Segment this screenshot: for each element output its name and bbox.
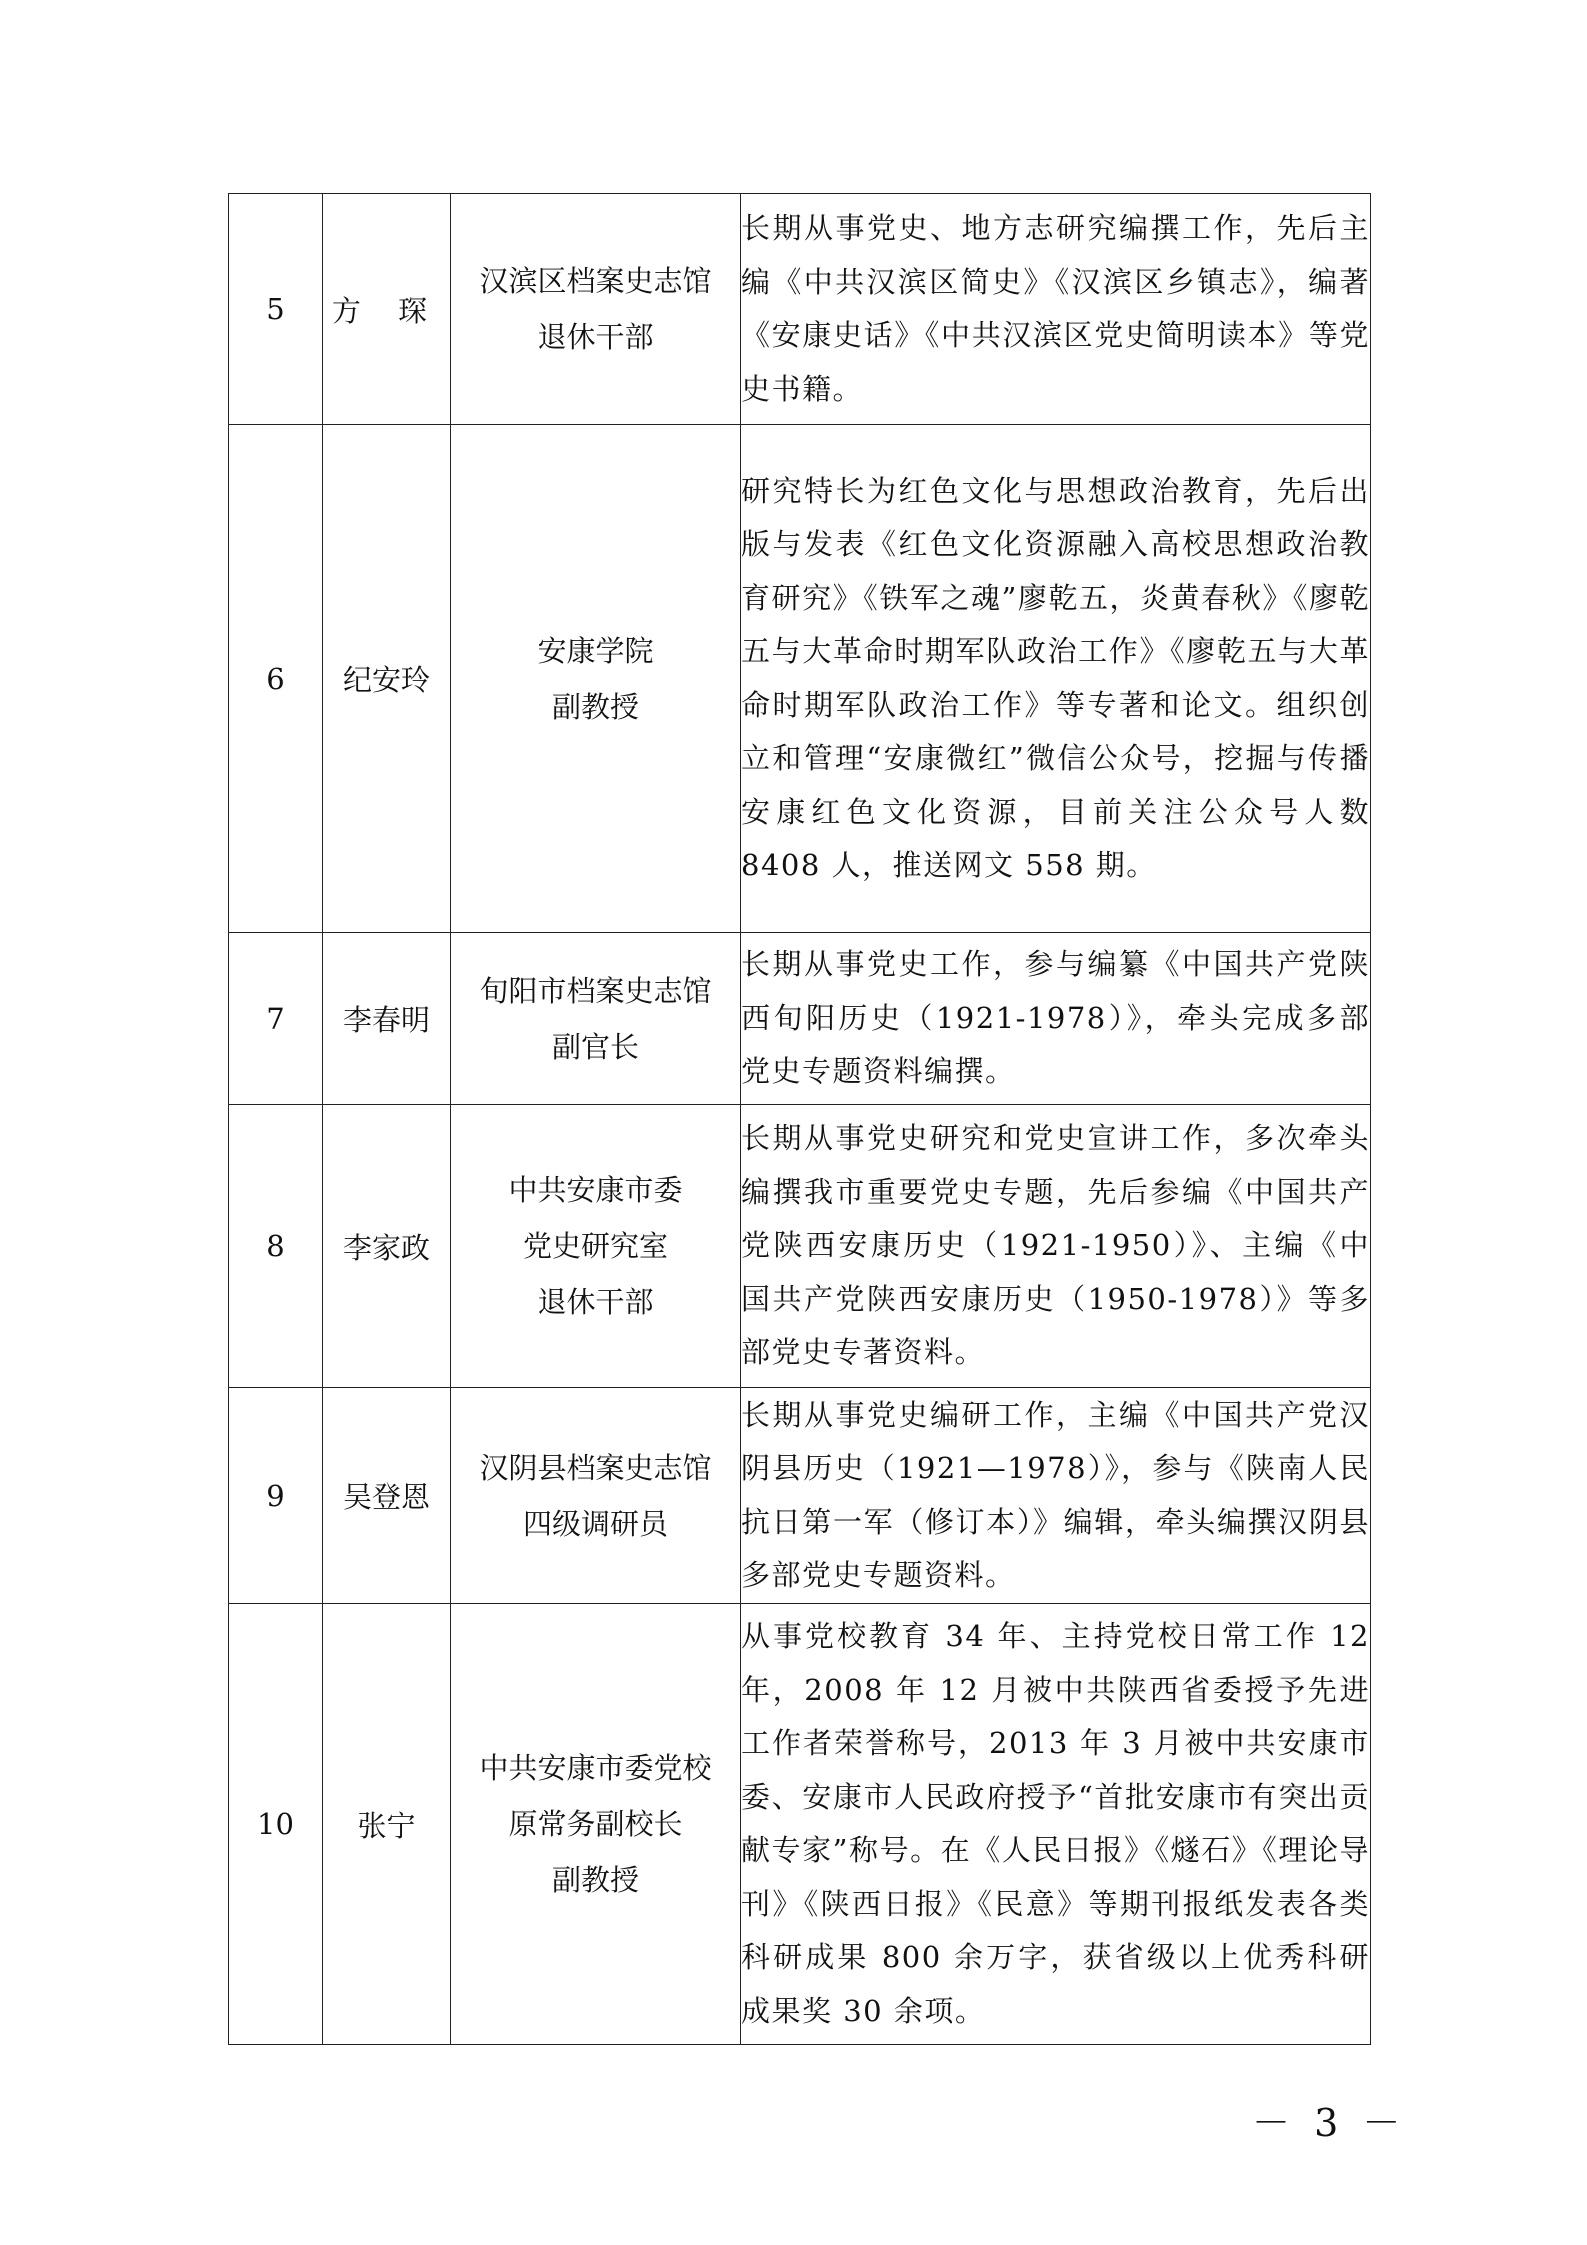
work-unit-line: 退休干部 <box>537 1285 654 1319</box>
work-unit <box>451 1604 741 2045</box>
table-row <box>229 1388 1371 1604</box>
row-number: 7 <box>229 933 323 1105</box>
work-unit-line: 副教授 <box>551 689 639 724</box>
work-unit <box>451 1105 741 1388</box>
table-row <box>229 1604 1371 2045</box>
person-name: 张宁 <box>323 1604 451 2045</box>
row-number: 8 <box>229 1105 323 1388</box>
work-unit <box>451 933 741 1105</box>
row-number: 10 <box>229 1604 323 2045</box>
profile-description: 长期从事党史工作，参与编纂《中国共产党陕西旬阳历史（1921-1978）》，牵头完成多部党史专题资料编撰。 <box>741 933 1371 1105</box>
expert-table <box>228 193 1371 2045</box>
work-unit-line: 副教授 <box>551 1863 639 1897</box>
work-unit <box>451 1388 741 1604</box>
work-unit-line: 中共安康市委党校 <box>479 1751 712 1785</box>
person-name: 李家政 <box>323 1105 451 1388</box>
work-unit <box>451 194 741 425</box>
person-name: 李春明 <box>323 933 451 1105</box>
work-unit-line: 党史研究室 <box>522 1229 668 1263</box>
table-row <box>229 425 1371 933</box>
person-name: 纪安玲 <box>323 425 451 933</box>
row-number: 5 <box>229 194 323 425</box>
work-unit-line: 副官长 <box>551 1029 639 1064</box>
table-row <box>229 933 1371 1105</box>
work-unit-line: 安康学院 <box>537 633 654 668</box>
work-unit-line: 四级调研员 <box>522 1506 668 1541</box>
table-row <box>229 1105 1371 1388</box>
row-number: 6 <box>229 425 323 933</box>
profile-description: 从事党校教育 34 年、主持党校日常工作 12 年，2008 年 12 月被中共陕西省委授予先进工作者荣誉称号，2013 年 3 月被中共安康市委、安康市人民政府授予“首批安康市有突出贡献专家”称号。在《人民日报》《燧石》《理论导刊》《陕西日报》《民意》等期刊报纸发表各类科研成果 800 余万字，获省级以上优秀科研成果奖 30 余项。 <box>741 1604 1371 2045</box>
person-name: 方 琛 <box>323 194 451 425</box>
work-unit-line: 旬阳市档案史志馆 <box>479 973 712 1008</box>
work-unit-line: 退休干部 <box>537 320 654 354</box>
profile-description: 长期从事党史研究和党史宣讲工作，多次牵头编撰我市重要党史专题，先后参编《中国共产党陕西安康历史（1921-1950）》、主编《中国共产党陕西安康历史（1950-1978）》等多部党史专著资料。 <box>741 1105 1371 1388</box>
work-unit-line: 原常务副校长 <box>508 1807 683 1841</box>
row-number: 9 <box>229 1388 323 1604</box>
work-unit-line: 汉滨区档案史志馆 <box>479 264 712 298</box>
work-unit-line: 中共安康市委 <box>508 1173 683 1207</box>
work-unit-line: 汉阴县档案史志馆 <box>479 1450 712 1485</box>
profile-description: 长期从事党史、地方志研究编撰工作，先后主编《中共汉滨区简史》《汉滨区乡镇志》，编著《安康史话》《中共汉滨区党史简明读本》等党史书籍。 <box>741 194 1371 425</box>
person-name: 吴登恩 <box>323 1388 451 1604</box>
work-unit <box>451 425 741 933</box>
profile-description: 长期从事党史编研工作，主编《中国共产党汉阴县历史（1921—1978）》，参与《陕南人民抗日第一军（修订本）》编辑，牵头编撰汉阴县多部党史专题资料。 <box>741 1388 1371 1604</box>
page-number: － 3 － <box>1252 2101 1407 2145</box>
table-row <box>229 194 1371 425</box>
profile-description: 研究特长为红色文化与思想政治教育，先后出版与发表《红色文化资源融入高校思想政治教育研究》《铁军之魂”廖乾五，炎黄春秋》《廖乾五与大革命时期军队政治工作》《廖乾五与大革命时期军队政治工作》等专著和论文。组织创立和管理“安康微红”微信公众号，挖掘与传播安康红色文化资源，目前关注公众号人数 8408 人，推送网文 558 期。 <box>741 425 1371 933</box>
